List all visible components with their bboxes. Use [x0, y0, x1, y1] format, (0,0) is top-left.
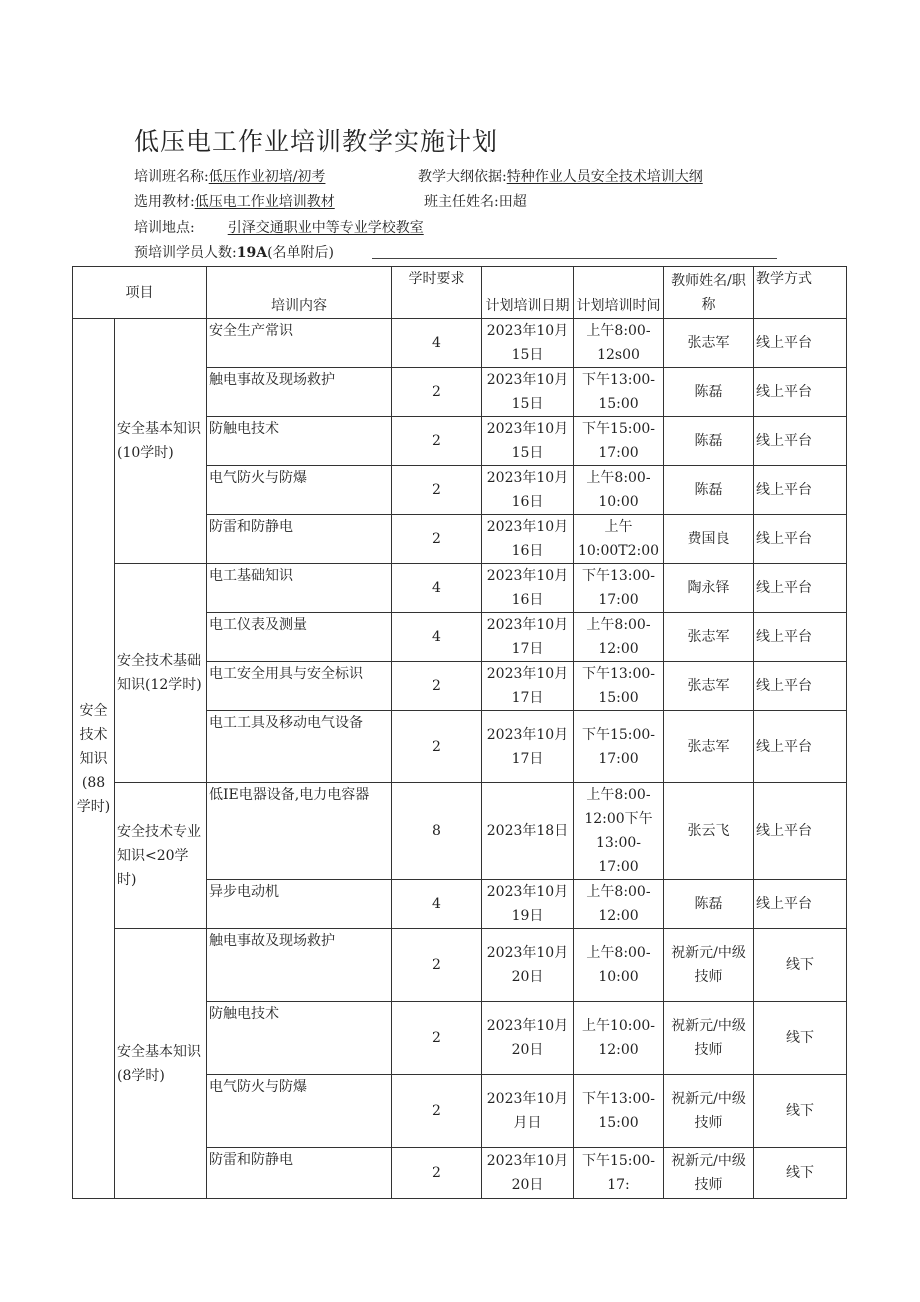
method-cell: 线下 [754, 1075, 847, 1148]
page-title: 低压电工作业培训教学实施计划 [134, 127, 499, 156]
time-cell: 上午8:00-12:00 [574, 880, 664, 929]
place-label: 培训地点: [134, 220, 195, 236]
method-cell: 线上平台 [754, 783, 847, 880]
teacher-cell: 祝新元/中级技师 [664, 1075, 754, 1148]
place-row [134, 217, 424, 237]
teacher-cell: 陈磊 [664, 466, 754, 515]
date-cell: 2023年10月16日 [482, 515, 574, 564]
header-teacher: 教师姓名/职称 [664, 267, 754, 319]
header-date: 计划培训日期 [482, 267, 574, 319]
table-row [73, 319, 847, 368]
date-cell: 2023年10月16日 [482, 564, 574, 613]
training-content-cell: 电工工具及移动电气设备 [207, 711, 392, 783]
training-content-cell: 防触电技术 [207, 1002, 392, 1075]
training-content-cell: 电工基础知识 [207, 564, 392, 613]
time-cell: 下午15:00-17:00 [574, 417, 664, 466]
place-value: 引泽交通职业中等专业学校教室 [227, 220, 424, 236]
method-cell: 线上平台 [754, 662, 847, 711]
date-cell: 2023年10月月日 [482, 1075, 574, 1148]
teacher-cell: 陈磊 [664, 417, 754, 466]
students-row [134, 242, 334, 262]
hours-cell: 2 [392, 515, 482, 564]
hours-cell: 8 [392, 783, 482, 880]
method-cell: 线上平台 [754, 613, 847, 662]
teacher-cell: 张志军 [664, 613, 754, 662]
date-cell: 2023年10月17日 [482, 613, 574, 662]
time-cell: 上午8:00-10:00 [574, 466, 664, 515]
hours-cell: 4 [392, 319, 482, 368]
teacher-cell: 祝新元/中级技师 [664, 929, 754, 1002]
method-cell: 线上平台 [754, 880, 847, 929]
textbook-value: 低压电工作业培训教材 [194, 194, 335, 210]
method-cell: 线下 [754, 1002, 847, 1075]
hours-cell: 4 [392, 564, 482, 613]
method-cell: 线下 [754, 1148, 847, 1199]
textbook-row [134, 191, 335, 211]
teacher-cell: 祝新元/中级技师 [664, 1148, 754, 1199]
head-teacher-label: 班主任姓名: [424, 194, 499, 210]
training-content-cell: 电工安全用具与安全标识 [207, 662, 392, 711]
time-cell: 下午15:00-17:00 [574, 711, 664, 783]
date-cell: 2023年10月15日 [482, 368, 574, 417]
method-cell: 线上平台 [754, 515, 847, 564]
date-cell: 2023年10月16日 [482, 466, 574, 515]
hours-cell: 2 [392, 466, 482, 515]
header-hours: 学时要求 [392, 267, 482, 319]
outline-row [418, 166, 703, 186]
time-cell: 上午8:00-12:00下午13:00-17:00 [574, 783, 664, 880]
training-content-cell: 触电事故及现场救护 [207, 929, 392, 1002]
hours-cell: 2 [392, 662, 482, 711]
students-label: 预培训学员人数: [134, 245, 237, 261]
hours-cell: 2 [392, 929, 482, 1002]
training-content-cell: 异步电动机 [207, 880, 392, 929]
teacher-cell: 陈磊 [664, 880, 754, 929]
outline-value: 特种作业人员安全技术培训大纲 [506, 169, 703, 185]
header-content: 培训内容 [207, 267, 392, 319]
training-content-cell: 低IE电器设备,电力电容器 [207, 783, 392, 880]
hours-cell: 2 [392, 1002, 482, 1075]
training-content-cell: 防雷和防静电 [207, 1148, 392, 1199]
head-teacher-value: 田超 [498, 194, 527, 210]
header-project: 项目 [73, 267, 207, 319]
method-cell: 线上平台 [754, 319, 847, 368]
method-cell: 线下 [754, 929, 847, 1002]
class-name-value: 低压作业初培/初考 [208, 169, 326, 185]
teacher-cell: 陶永铎 [664, 564, 754, 613]
date-cell: 2023年10月17日 [482, 711, 574, 783]
hours-cell: 2 [392, 1148, 482, 1199]
date-cell: 2023年18日 [482, 783, 574, 880]
method-cell: 线上平台 [754, 564, 847, 613]
group-name-cell: 安全技术专业知识<20学时) [115, 783, 207, 929]
method-cell: 线上平台 [754, 466, 847, 515]
textbook-label: 选用教材: [134, 194, 195, 210]
teacher-cell: 张志军 [664, 662, 754, 711]
time-cell: 下午13:00-17:00 [574, 564, 664, 613]
date-cell: 2023年10月20日 [482, 1148, 574, 1199]
training-content-cell: 电气防火与防爆 [207, 466, 392, 515]
teacher-cell: 张志军 [664, 319, 754, 368]
head-teacher-row [424, 191, 527, 211]
time-cell: 下午13:00-15:00 [574, 1075, 664, 1148]
training-content-cell: 电工仪表及测量 [207, 613, 392, 662]
time-cell: 下午13:00-15:00 [574, 368, 664, 417]
teacher-cell: 费国良 [664, 515, 754, 564]
method-cell: 线上平台 [754, 368, 847, 417]
date-cell: 2023年10月15日 [482, 319, 574, 368]
fill-line [372, 258, 777, 259]
time-cell: 上午10:00T2:00 [574, 515, 664, 564]
students-value: 19A [236, 245, 268, 261]
hours-cell: 2 [392, 417, 482, 466]
teacher-cell: 张云飞 [664, 783, 754, 880]
table-row [73, 564, 847, 613]
hours-cell: 2 [392, 1075, 482, 1148]
header-time: 计划培训时间 [574, 267, 664, 319]
method-cell: 线上平台 [754, 417, 847, 466]
outline-label: 教学大纲依据: [418, 169, 507, 185]
teacher-cell: 祝新元/中级技师 [664, 1002, 754, 1075]
table-header-row [73, 267, 847, 319]
training-content-cell: 安全生产常识 [207, 319, 392, 368]
time-cell: 上午8:00-10:00 [574, 929, 664, 1002]
training-content-cell: 电气防火与防爆 [207, 1075, 392, 1148]
table-row [73, 783, 847, 880]
group-name-cell: 安全基本知识(10学时) [115, 319, 207, 564]
time-cell: 下午15:00-17: [574, 1148, 664, 1199]
teacher-cell: 张志军 [664, 711, 754, 783]
time-cell: 上午8:00-12s00 [574, 319, 664, 368]
time-cell: 上午8:00-12:00 [574, 613, 664, 662]
main-category-cell: 安全技术知识(88学时) [73, 319, 115, 1199]
date-cell: 2023年10月20日 [482, 1002, 574, 1075]
group-name-cell: 安全技术基础知识(12学时) [115, 564, 207, 783]
students-note: (名单附后) [267, 245, 335, 261]
hours-cell: 4 [392, 880, 482, 929]
date-cell: 2023年10月20日 [482, 929, 574, 1002]
date-cell: 2023年10月17日 [482, 662, 574, 711]
training-content-cell: 防触电技术 [207, 417, 392, 466]
training-plan-table [72, 266, 847, 1199]
group-name-cell: 安全基本知识(8学时) [115, 929, 207, 1199]
training-content-cell: 触电事故及现场救护 [207, 368, 392, 417]
date-cell: 2023年10月19日 [482, 880, 574, 929]
hours-cell: 4 [392, 613, 482, 662]
time-cell: 下午13:00-15:00 [574, 662, 664, 711]
class-name-row [134, 166, 325, 186]
hours-cell: 2 [392, 368, 482, 417]
teacher-cell: 陈磊 [664, 368, 754, 417]
class-name-label: 培训班名称: [134, 169, 209, 185]
time-cell: 上午10:00-12:00 [574, 1002, 664, 1075]
table-row [73, 929, 847, 1002]
date-cell: 2023年10月15日 [482, 417, 574, 466]
hours-cell: 2 [392, 711, 482, 783]
training-content-cell: 防雷和防静电 [207, 515, 392, 564]
method-cell: 线上平台 [754, 711, 847, 783]
header-method: 教学方式 [754, 267, 847, 319]
